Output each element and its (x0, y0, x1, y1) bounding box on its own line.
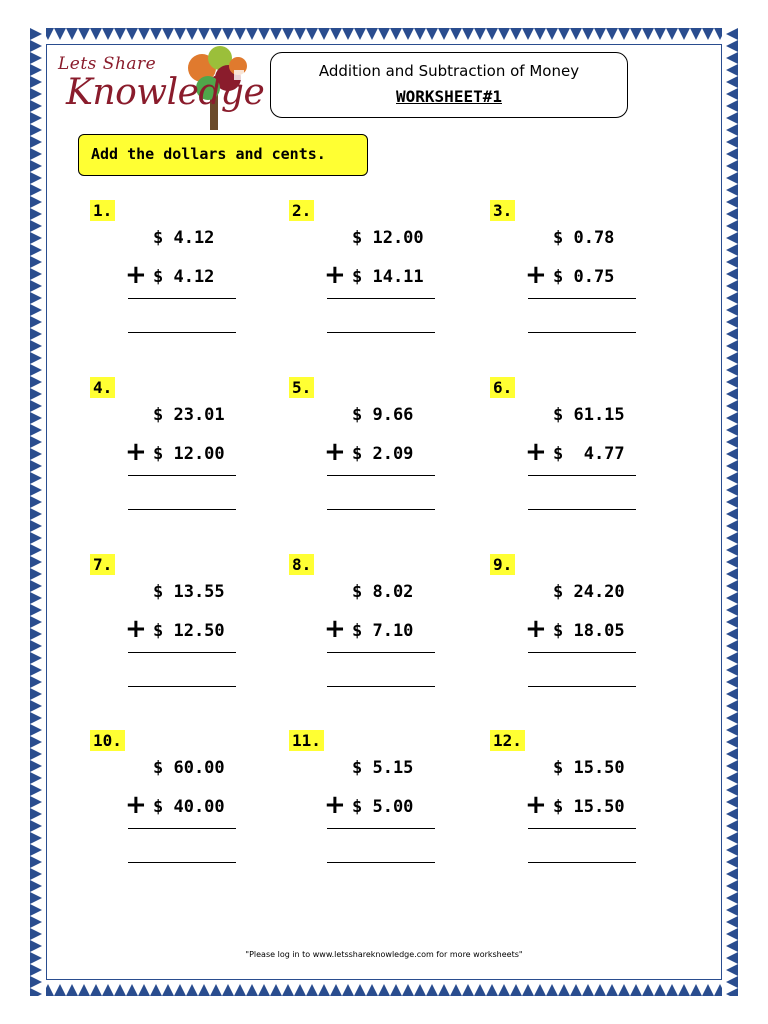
plus-sign: + (525, 614, 547, 644)
footer-note: "Please log in to www.letsshareknowledge.com for more worksheets" (245, 950, 523, 959)
answer-line[interactable] (327, 686, 435, 687)
answer-line[interactable] (128, 686, 236, 687)
problem-top-amount: $ 24.20 (553, 582, 625, 602)
problem-top-amount: $ 5.15 (352, 758, 414, 778)
problem-top-amount: $ 4.12 (153, 228, 215, 248)
plus-sign: + (525, 260, 547, 290)
answer-line[interactable] (528, 332, 636, 333)
instruction-banner: Add the dollars and cents. (78, 134, 368, 176)
problem-number: 11. (289, 730, 324, 751)
border-left-decoration (30, 28, 46, 996)
sum-line (128, 652, 236, 653)
sum-line (327, 652, 435, 653)
problem-8 (289, 554, 479, 704)
sum-line (528, 828, 636, 829)
problem-10 (90, 730, 280, 880)
answer-line[interactable] (128, 332, 236, 333)
problem-5 (289, 377, 479, 527)
plus-sign: + (125, 790, 147, 820)
problem-bottom-amount: $ 14.11 (352, 267, 424, 287)
worksheet-label: WORKSHEET#1 (396, 87, 502, 106)
answer-line[interactable] (128, 862, 236, 863)
plus-sign: + (525, 437, 547, 467)
problem-top-amount: $ 12.00 (352, 228, 424, 248)
sum-line (128, 298, 236, 299)
sum-line (528, 652, 636, 653)
sum-line (528, 475, 636, 476)
problem-number: 12. (490, 730, 525, 751)
plus-sign: + (525, 790, 547, 820)
problem-bottom-amount: $ 15.50 (553, 797, 625, 817)
border-right-decoration (722, 28, 738, 996)
problem-7 (90, 554, 280, 704)
problem-12 (490, 730, 680, 880)
problem-top-amount: $ 23.01 (153, 405, 225, 425)
problem-top-amount: $ 8.02 (352, 582, 414, 602)
answer-line[interactable] (327, 862, 435, 863)
problem-bottom-amount: $ 4.12 (153, 267, 215, 287)
problem-6 (490, 377, 680, 527)
problem-bottom-amount: $ 12.50 (153, 621, 225, 641)
problem-top-amount: $ 61.15 (553, 405, 625, 425)
plus-sign: + (324, 790, 346, 820)
problem-3 (490, 200, 680, 350)
answer-line[interactable] (528, 686, 636, 687)
problem-bottom-amount: $ 4.77 (553, 444, 625, 464)
logo-text-main: Knowledge (66, 72, 265, 113)
problem-number: 1. (90, 200, 115, 221)
answer-line[interactable] (327, 332, 435, 333)
problem-bottom-amount: $ 0.75 (553, 267, 615, 287)
plus-sign: + (324, 614, 346, 644)
title-box (270, 52, 628, 118)
problem-number: 5. (289, 377, 314, 398)
problem-top-amount: $ 9.66 (352, 405, 414, 425)
answer-line[interactable] (528, 862, 636, 863)
problem-4 (90, 377, 280, 527)
problem-bottom-amount: $ 5.00 (352, 797, 414, 817)
sum-line (128, 828, 236, 829)
problem-top-amount: $ 0.78 (553, 228, 615, 248)
sum-line (128, 475, 236, 476)
lets-share-knowledge-logo (52, 44, 265, 134)
sum-line (327, 828, 435, 829)
problem-number: 10. (90, 730, 125, 751)
logo-text-top: Lets Share (58, 54, 157, 74)
problem-number: 4. (90, 377, 115, 398)
problem-number: 2. (289, 200, 314, 221)
answer-line[interactable] (528, 509, 636, 510)
plus-sign: + (324, 260, 346, 290)
problem-9 (490, 554, 680, 704)
sum-line (327, 475, 435, 476)
page-title: Addition and Subtraction of Money (318, 62, 580, 80)
plus-sign: + (125, 437, 147, 467)
answer-line[interactable] (327, 509, 435, 510)
sum-line (528, 298, 636, 299)
problem-1 (90, 200, 280, 350)
problem-top-amount: $ 15.50 (553, 758, 625, 778)
problem-bottom-amount: $ 2.09 (352, 444, 414, 464)
problem-number: 3. (490, 200, 515, 221)
problem-bottom-amount: $ 40.00 (153, 797, 225, 817)
plus-sign: + (324, 437, 346, 467)
problem-number: 9. (490, 554, 515, 575)
problem-11 (289, 730, 479, 880)
problem-top-amount: $ 60.00 (153, 758, 225, 778)
problem-number: 6. (490, 377, 515, 398)
problem-bottom-amount: $ 7.10 (352, 621, 414, 641)
problem-2 (289, 200, 479, 350)
problem-number: 8. (289, 554, 314, 575)
answer-line[interactable] (128, 509, 236, 510)
problem-bottom-amount: $ 12.00 (153, 444, 225, 464)
problem-number: 7. (90, 554, 115, 575)
problem-bottom-amount: $ 18.05 (553, 621, 625, 641)
sum-line (327, 298, 435, 299)
border-top-decoration (30, 28, 738, 44)
border-bottom-decoration (30, 980, 738, 996)
problem-top-amount: $ 13.55 (153, 582, 225, 602)
plus-sign: + (125, 614, 147, 644)
plus-sign: + (125, 260, 147, 290)
